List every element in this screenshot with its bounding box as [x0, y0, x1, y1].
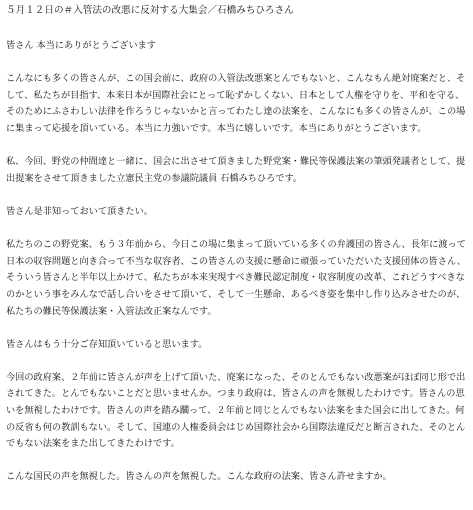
- paragraph-introduction: 私、今回、野党の仲間達と一緒に、国会に出させて頂きました野党案・難民等保護法案の筆頭発議者として、提出提案をさせて頂きました立憲民主党の参議院議員 石橋みちひろです。: [6, 156, 466, 184]
- paragraph-request: 皆さん是非知っておいて頂きたい。: [6, 205, 153, 217]
- paragraph-opposition-bill: 私たちのこの野党案、もう３年前から、今日この場に集まって頂いている多くの弁護団の皆さん、長年に渡って日本の収容問題と向き合って不当な収容者、この皆さんの支援に懸命に頑張っていただいた支援団体の皆さん、そういう皆さんと半年以上かけて、私たちが本来実現すべき難民認定制度・収容制度の改革、これどうすべきなのかという事をみんなで話し合いをさせて頂いて、そして一生懸命、あるべき姿を集中し作り込みさせたのが、私たちの難民等保護法案・入管法改正案なんです。: [6, 239, 466, 317]
- paragraph-greeting: 皆さん 本当にありがとうございます: [6, 40, 156, 51]
- paragraph-thanks: こんなにも多くの皆さんが、この国会前に、政府の入管法改悪案とんでもないと、こんなもん絶対廃案だと、そして、私たちが目指す、本来日本が国際社会にとって恥ずかしくない、日本として人権を守りを、平和を守る、そのためにふさわしい法律を作ろうじゃないかと言ってわたし達の法案を、こんなにも多くの皆さんが、この場に集まって応援を頂いている。本当に力強いです。本当に嬉しいです。本当にありがとうございます。: [6, 73, 466, 134]
- document-title: ５月１２日の＃入管法の改悪に反対する大集会／石橋みちひろさん: [6, 5, 294, 16]
- paragraph-government-bill: 今回の政府案、２年前に皆さんが声を上げて頂いた、廃案になった、そのとんでもない改悪案がほぼ同じ形で出されてきた。とんでもないことだと思いませんか。つまり政府は、皆さんの声を無視したわけです。皆さんの思いを無視したわけです。皆さんの声を踏み躙って、２年前と同じとんでもない法案をまた国会に出してきた。何の反省も何の教訓もない。そして、国連の人権委員会はじめ国際社会から国際法違反だと断言された、そのとんでもない法案をまた出してきたわけです。: [6, 371, 466, 450]
- paragraph-known: 皆さんはもう十分ご存知頂いていると思います。: [6, 338, 208, 350]
- paragraph-closing: こんな国民の声を無視した。皆さんの声を無視した。こんな政府の法案、皆さん許せますか。: [6, 471, 392, 483]
